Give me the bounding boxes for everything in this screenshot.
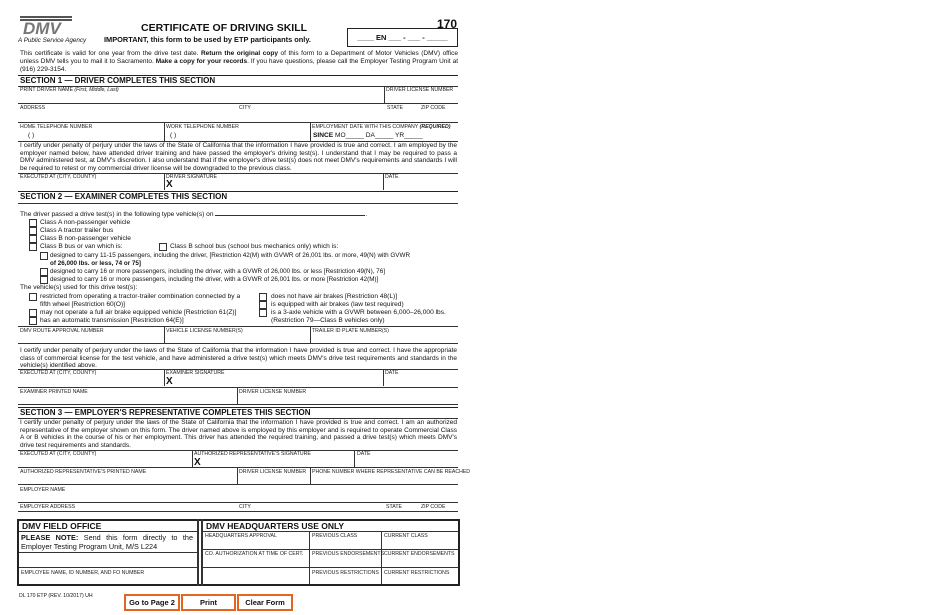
since-field[interactable]: SINCE MO_____ DA_____ YR_____	[313, 132, 423, 139]
go-to-page-2-button[interactable]: Go to Page 2	[124, 594, 180, 611]
rep-signature-label: AUTHORIZED REPRESENTATIVE'S SIGNATURE	[194, 451, 311, 457]
checkbox-restriction-61[interactable]	[29, 309, 37, 317]
intro-paragraph: This certificate is valid for one year from the drive test date. Return the original copy of this form to a Department of Motor Vehicles (DMV) office unless DMV tells you to mail it to Sacramento. Make a copy for your records. If you have questions, please call the Employer Testing Program Unit at (916) 229-3154.	[20, 50, 459, 73]
dmv-logo-text: DMV	[23, 19, 61, 36]
section-2-title: SECTION 2 — EXAMINER COMPLETES THIS SECTION	[20, 192, 228, 201]
s1-date-label: DATE	[385, 174, 399, 180]
restriction-64-option: has an automatic transmission [Restriction 64(E)]	[40, 317, 184, 324]
s3-date-label: DATE	[357, 451, 371, 457]
co-authorization-label: CO. AUTHORIZATION AT TIME OF CERT.	[205, 551, 304, 557]
driver-signature-label: DRIVER SIGNATURE	[166, 174, 217, 180]
checkbox-restriction-60[interactable]	[29, 293, 37, 301]
driver-name-label: PRINT DRIVER NAME (First, Middle, Last)	[20, 87, 119, 93]
checkbox-bus-16-heavy[interactable]	[40, 276, 48, 284]
city-label: CITY	[239, 105, 251, 111]
checkbox-restriction-64[interactable]	[29, 317, 37, 325]
vehicle-used-label: The vehicle(s) used for this drive test(s):	[20, 284, 138, 291]
checkbox-air-brakes[interactable]	[259, 301, 267, 309]
bus-option-16-light: designed to carry 16 or more passengers, including the driver, with a GVWR of 26,000 lbs. or less [Restriction 49(N), 76]	[50, 268, 385, 275]
vehicle-class-b-nonpassenger: Class B non-passenger vehicle	[40, 235, 131, 242]
en-number-line: ____ EN ___ - ___ - _____	[357, 33, 448, 42]
form-revision-id: DL 170 ETP (REV. 10/2017) UH	[19, 593, 93, 599]
work-phone-field[interactable]: ( )	[170, 132, 177, 139]
state-label: STATE	[387, 105, 403, 111]
vehicle-class-b-bus: Class B bus or van which is:	[40, 243, 123, 250]
previous-endorsements-label: PREVIOUS ENDORSEMENTS	[312, 551, 385, 557]
employer-city-label: CITY	[239, 504, 251, 510]
checkbox-class-b-bus[interactable]	[29, 243, 37, 251]
driver-license-label: DRIVER LICENSE NUMBER	[386, 87, 454, 93]
restriction-79-option: is a 3-axle vehicle with a GVWR between 6,000–26,000 lbs.	[271, 309, 446, 316]
rep-phone-label: PHONE NUMBER WHERE REPRESENTATIVE CAN BE REACHED	[312, 469, 471, 475]
dmv-logo	[20, 16, 72, 36]
restriction-60-option: restricted from operating a tractor-trailer combination connected by a	[40, 293, 241, 300]
section-1-certification: I certify under penalty of perjury under the laws of the State of California that the information I have provided is true and correct. I am employed by the employer named below, have attended driver training and have passed the employer's driving test(s). I understand that I may be required to pass a DMV administered test, at DMV's discretion. I also understand that if the employer's drive test(s) does not meet DMV's requirements and standards I will be required to retest or my commercial driver license will be downgraded to the previous class.	[20, 142, 457, 173]
bus-option-16-heavy: designed to carry 16 or more passengers, including the driver, with a GVWR of 26,001 lbs. or more [Restriction 42(M)]	[50, 276, 379, 283]
previous-class-label: PREVIOUS CLASS	[312, 533, 358, 539]
zip-label: ZIP CODE	[421, 105, 446, 111]
section-2-certification: I certify under penalty of perjury under the laws of the State of California that the information I have provided is true and correct. I have the appropriate class of commercial license for the test vehicle, and have administered a drive test(s) which meets DMV's drive test requirements and standards in the vehicle(s) identified above.	[20, 347, 457, 370]
hq-title: DMV HEADQUARTERS USE ONLY	[206, 521, 345, 531]
trailer-plate-label: TRAILER ID PLATE NUMBER(S)	[312, 328, 389, 334]
vehicle-license-label: VEHICLE LICENSE NUMBER(S)	[166, 328, 243, 334]
bus-option-11-15-cont: of 26,000 lbs. or less, 74 or 75]	[50, 260, 142, 267]
s2-intro: The driver passed a drive test(s) in the following type vehicle(s) on .	[20, 211, 368, 218]
checkbox-bus-16-light[interactable]	[40, 268, 48, 276]
s2-date-label: DATE	[385, 370, 399, 376]
agency-tagline: A Public Service Agency	[18, 37, 87, 44]
field-office-title: DMV FIELD OFFICE	[22, 521, 102, 531]
checkbox-class-b-school-bus[interactable]	[159, 243, 167, 251]
vehicle-class-a-nonpassenger: Class A non-passenger vehicle	[40, 219, 131, 226]
checkbox-bus-11-15[interactable]	[40, 252, 48, 260]
checkbox-class-a-tractor-bus[interactable]	[29, 227, 37, 235]
s2-executed-label: EXECUTED AT (CITY, COUNTY)	[20, 370, 97, 376]
restriction-61-option: may not operate a full air brake equipped vehicle [Restriction 61(Z)]	[40, 309, 237, 316]
form-number: 170	[437, 17, 458, 31]
section-3-certification: I certify under penalty of perjury under the laws of the State of California that the information I have provided is true and correct. I am an authorized representative of the employer shown on this form. The driver named above is employed by this employer and is required to operate Commercial Class A or B vehicles in the course of his or her employment. This driver has attended the required training, and passed a drive test(s) which meets DMV's drive test requirements and standards.	[20, 419, 457, 450]
s1-executed-label: EXECUTED AT (CITY, COUNTY)	[20, 174, 97, 180]
hq-approval-label: HEADQUARTERS APPROVAL	[205, 533, 277, 539]
print-button[interactable]: Print	[181, 594, 236, 611]
checkbox-class-b-nonpassenger[interactable]	[29, 235, 37, 243]
employer-zip-label: ZIP CODE	[421, 504, 446, 510]
form-title: CERTIFICATE OF DRIVING SKILL	[141, 22, 308, 34]
clear-form-button[interactable]: Clear Form	[237, 594, 293, 611]
route-approval-label: DMV ROUTE APPROVAL NUMBER	[20, 328, 104, 334]
employee-name-label: EMPLOYEE NAME, ID NUMBER, AND FO NUMBER	[21, 570, 145, 576]
current-endorsements-label: CURRENT ENDORSEMENTS	[384, 551, 455, 557]
vehicle-class-a-tractor-bus: Class A tractor trailer bus	[40, 227, 114, 234]
s3-executed-label: EXECUTED AT (CITY, COUNTY)	[20, 451, 97, 457]
air-brakes-option: is equipped with air brakes (law test required)	[271, 301, 404, 308]
form-subtitle: IMPORTANT, this form to be used by ETP participants only.	[104, 35, 311, 44]
rep-signature-x[interactable]: X	[194, 457, 201, 468]
employer-address-label: EMPLOYER ADDRESS	[20, 504, 76, 510]
examiner-signature-label: EXAMINER SIGNATURE	[166, 370, 225, 376]
examiner-name-label: EXAMINER PRINTED NAME	[20, 389, 88, 395]
vehicle-class-b-school-bus: Class B school bus (school bus mechanics only) which is:	[170, 243, 339, 250]
checkbox-restriction-79[interactable]	[259, 309, 267, 317]
address-label: ADDRESS	[20, 105, 46, 111]
section-1-title: SECTION 1 — DRIVER COMPLETES THIS SECTION	[20, 76, 216, 85]
en-number-box[interactable]	[347, 28, 458, 47]
driver-signature-x[interactable]: X	[166, 179, 173, 190]
previous-restrictions-label: PREVIOUS RESTRICTIONS	[312, 570, 379, 576]
employment-date-label: EMPLOYMENT DATE WITH THIS COMPANY (REQUIRED)	[312, 124, 451, 130]
work-phone-label: WORK TELEPHONE NUMBER	[166, 124, 239, 130]
restriction-60-cont: fifth wheel [Restriction 60(O)]	[40, 301, 126, 308]
rep-license-label: DRIVER LICENSE NUMBER	[239, 469, 307, 475]
employer-name-label: EMPLOYER NAME	[20, 487, 66, 493]
current-class-label: CURRENT CLASS	[384, 533, 428, 539]
field-office-note: PLEASE NOTE: Send this form directly to the Employer Testing Program Unit, M/S L224	[21, 533, 194, 551]
employer-state-label: STATE	[386, 504, 402, 510]
rep-name-label: AUTHORIZED REPRESENTATIVE'S PRINTED NAME	[20, 469, 147, 475]
restriction-48-option: does not have air brakes [Restriction 48(L)]	[271, 293, 398, 300]
current-restrictions-label: CURRENT RESTRICTIONS	[384, 570, 450, 576]
checkbox-restriction-48[interactable]	[259, 293, 267, 301]
section-3-title: SECTION 3 — EMPLOYER'S REPRESENTATIVE COMPLETES THIS SECTION	[20, 408, 311, 417]
examiner-license-label: DRIVER LICENSE NUMBER	[239, 389, 307, 395]
bus-option-11-15: designed to carry 11-15 passengers, including the driver, [Restriction 42(M) with GVWR of 26,001 lbs. or more, 49(N) with GVWR	[50, 252, 411, 259]
home-phone-field[interactable]: ( )	[28, 132, 35, 139]
restriction-79-cont: (Restriction 79—Class B vehicles only)	[271, 317, 385, 324]
examiner-signature-x[interactable]: X	[166, 376, 173, 387]
checkbox-class-a-nonpassenger[interactable]	[29, 219, 37, 227]
home-phone-label: HOME TELEPHONE NUMBER	[20, 124, 93, 130]
